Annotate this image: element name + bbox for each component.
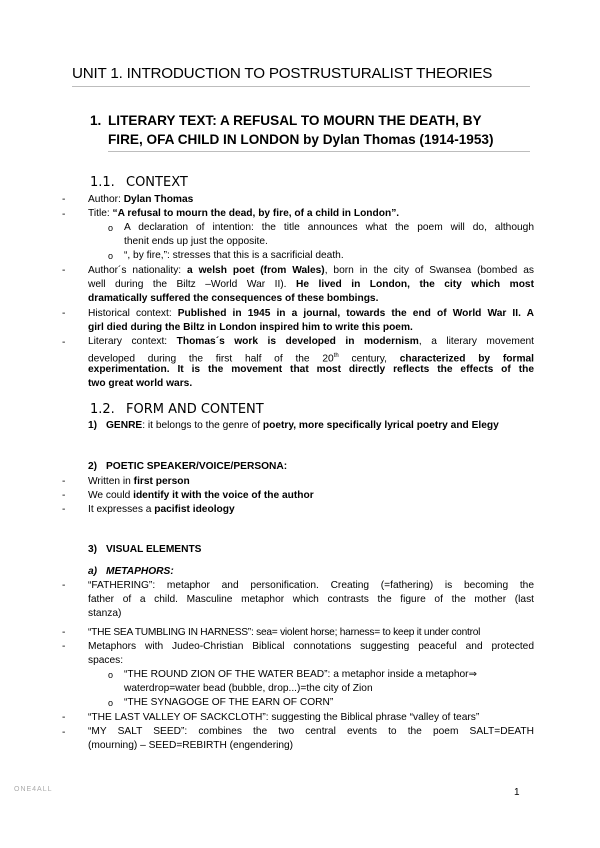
subsection-number: 1.1.	[90, 175, 115, 190]
dash-bullet: -	[62, 580, 66, 591]
section-underline	[108, 151, 530, 152]
title-note-2: “, by fire,”: stresses that this is a sacrificial death.	[124, 250, 344, 261]
sub-bullet: o	[108, 223, 114, 233]
dash-bullet: -	[62, 308, 66, 319]
metaphor-3-line-2: spaces:	[88, 655, 124, 666]
title-underline	[72, 86, 530, 87]
unit-title: UNIT 1. INTRODUCTION TO POSTRUSTURALIST THEORIES	[72, 65, 493, 82]
nationality-line-3: dramatically suffered the consequences of these bombings.	[88, 293, 379, 304]
dash-bullet: -	[62, 712, 66, 723]
metaphor-1-line-2: father of a child. Masculine metaphor which contrasts the figure of the mother (last	[88, 594, 534, 605]
title-note-1-line-1: A declaration of intention: the title announces what the poem will do, although	[124, 222, 534, 233]
literary-line-4: two great world wars.	[88, 378, 193, 389]
sub-bullet: o	[108, 670, 114, 680]
sub-bullet: o	[108, 251, 114, 261]
speaker-item-3: It expresses a pacifist ideology	[88, 504, 235, 515]
author-line: Author: Dylan Thomas	[88, 194, 194, 205]
section-number: 1.	[90, 113, 102, 128]
dash-bullet: -	[62, 627, 66, 638]
speaker-item-1: Written in first person	[88, 476, 190, 487]
section-title-line-1: LITERARY TEXT: A REFUSAL TO MOURN THE DEATH, BY	[108, 113, 482, 128]
sub-list-letter: a)	[88, 566, 98, 577]
visual-heading: VISUAL ELEMENTS	[106, 544, 202, 555]
literary-line-3: experimentation. It is the movement that most directly reflects the effects of the	[88, 364, 534, 375]
metaphor-2: “THE SEA TUMBLING IN HARNESS”: sea= violent horse; harness= to keep it under control	[88, 627, 481, 638]
metaphor-3-sub-1-line-2: waterdrop=water bead (bubble, drop...)=the city of Zion	[124, 683, 373, 694]
dash-bullet: -	[62, 265, 66, 276]
dash-bullet: -	[62, 337, 66, 348]
sub-bullet: o	[108, 698, 114, 708]
section-1-heading	[90, 111, 530, 149]
metaphor-5-line-1: “MY SALT SEED”: combines the two central events to the poem SALT=DEATH	[88, 726, 534, 737]
historical-line-1: Historical context: Published in 1945 in a journal, towards the end of World War II. A	[88, 308, 534, 319]
speaker-heading: POETIC SPEAKER/VOICE/PERSONA:	[106, 461, 288, 472]
speaker-item-2: We could identify it with the voice of the author	[88, 490, 314, 501]
metaphor-5-line-2: (mourning) – SEED=REBIRTH (engendering)	[88, 740, 294, 751]
dash-bullet: -	[62, 209, 66, 220]
metaphor-1-line-1: “FATHERING”: metaphor and personification. Creating (=fathering) is becoming the	[88, 580, 534, 591]
footer-brand: ONE4ALL	[14, 786, 53, 793]
list-number: 2)	[88, 461, 98, 472]
dash-bullet: -	[62, 490, 66, 501]
title-line: Title: “A refusal to mourn the dead, by fire, of a child in London”.	[88, 208, 400, 219]
metaphors-heading: METAPHORS:	[106, 566, 174, 577]
metaphor-1-line-3: stanza)	[88, 608, 122, 619]
subsection-number: 1.2.	[90, 402, 115, 417]
dash-bullet: -	[62, 194, 66, 205]
historical-line-2: girl died during the Biltz in London inspired him to write this poem.	[88, 322, 413, 333]
metaphor-3-sub-1-line-1: “THE ROUND ZION OF THE WATER BEAD”: a metaphor inside a metaphor⇒	[124, 669, 478, 680]
dash-bullet: -	[62, 504, 66, 515]
literary-line-2: developed during the first half of the 20th century, characterized by formal	[88, 353, 534, 365]
dash-bullet: -	[62, 476, 66, 487]
page-number: 1	[514, 787, 520, 798]
dash-bullet: -	[62, 727, 66, 738]
dash-bullet: -	[62, 641, 66, 652]
list-number: 1)	[88, 420, 98, 431]
metaphor-4: “THE LAST VALLEY OF SACKCLOTH”: suggesting the Biblical phrase “valley of tears”	[88, 712, 480, 723]
subsection-title: CONTEXT	[126, 175, 188, 190]
subsection-context-heading	[90, 175, 188, 190]
genre-line: GENRE: it belongs to the genre of poetry, more specifically lyrical poetry and Elegy	[106, 420, 499, 431]
metaphor-3-sub-2: “THE SYNAGOGE OF THE EARN OF CORN”	[124, 697, 334, 708]
metaphor-3-line-1: Metaphors with Judeo-Christian Biblical connotations suggesting peaceful and protected	[88, 641, 534, 652]
subsection-title: FORM AND CONTENT	[126, 402, 264, 417]
subsection-form-heading	[90, 402, 264, 417]
literary-line-1: Literary context: Thomas´s work is developed in modernism, a literary movement	[88, 336, 534, 347]
section-title-line-2: FIRE, OFA CHILD IN LONDON by Dylan Thomas (1914-1953)	[108, 132, 494, 147]
title-note-1-line-2: thenit ends up just the opposite.	[124, 236, 268, 247]
nationality-line-2: well during the Biltz –World War II). He lived in London, the city which most	[88, 279, 534, 290]
nationality-line-1: Author´s nationality: a welsh poet (from Wales), born in the city of Swansea (bombed as	[88, 265, 534, 276]
list-number: 3)	[88, 544, 98, 555]
